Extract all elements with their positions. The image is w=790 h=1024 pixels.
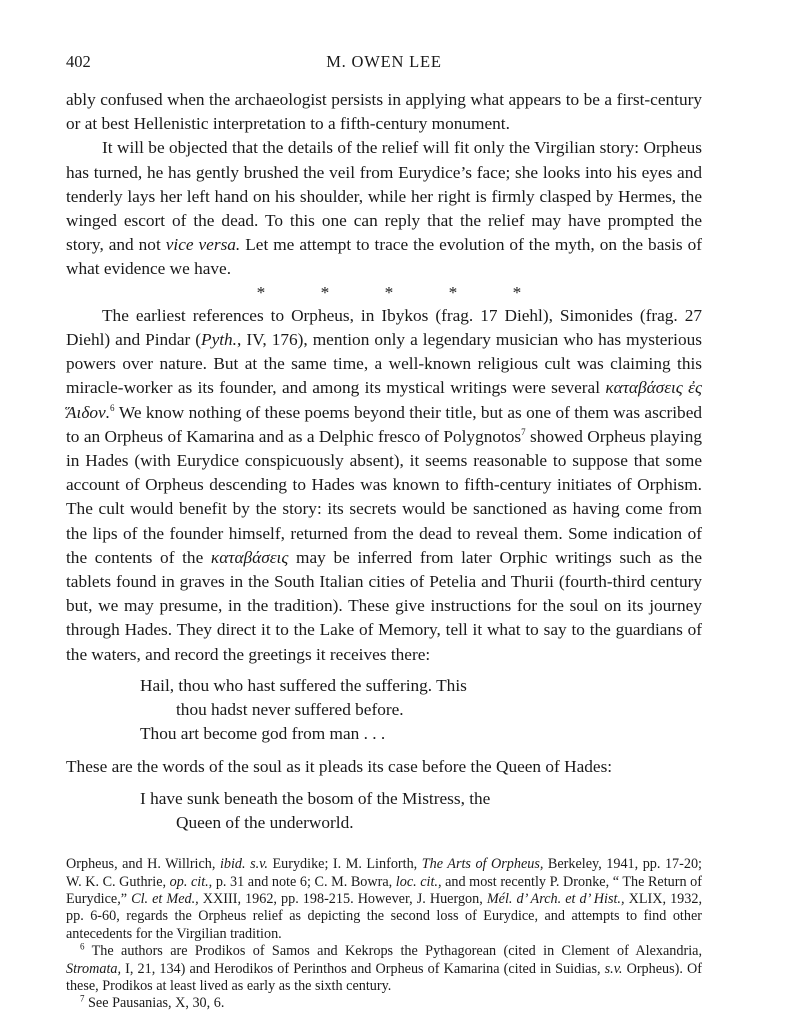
paragraph-2: [66, 136, 702, 281]
asterisk: *: [512, 282, 522, 302]
fn0-italic: loc. cit.,: [395, 873, 442, 890]
page: [66, 52, 702, 1013]
paragraph-2-text-a: It will be objected that the details of the relief will fit only the Virgilian story: Orpheus has turned, he has gently brushed the veil from Eurydice’s face; she looks into his eyes and tenderly lays her left hand on his shoulder, while her right is firmly clasped by Hermes, the winged escort of the dead. To this one can reply that the relief may have prompted the story, and not: [66, 138, 702, 255]
italic-pyth: Pyth.: [201, 330, 238, 350]
greek-katabaseis: καταβάσεις: [210, 547, 289, 567]
section-break-asterisks: [66, 281, 702, 305]
fn0-text: XXIII, 1962, pp. 198-215. However, J. Huergon,: [198, 890, 487, 907]
verse-quote-1: [140, 674, 702, 747]
verse-line: Queen of the underworld.: [176, 812, 354, 832]
paragraph-1-text: ably confused when the archaeologist persists in applying what appears to be a first-century or at best Hellenistic interpretation to a fifth-century monument.: [66, 90, 702, 134]
fn0-text: XLIX, 1932, pp. 6-60, regards the Orpheus relief as depicting the second loss of Eurydice, and attempts to find other antecedents for the Virgilian tradition.: [66, 890, 702, 942]
fn6-text: Orpheus). Of these, Prodikos at least lived as early as the sixth century.: [66, 960, 703, 994]
fn0-italic: op. cit.,: [169, 873, 213, 890]
footnotes: [66, 856, 702, 1013]
fn0-text: and most recently P. Dronke, “ The Return of Eurydice,”: [66, 873, 702, 907]
p3-text-3: We know nothing of these poems beyond their title, but as one of them was ascribed to an Orpheus of Kamarina and as a Delphic fresco of Polygnotos: [66, 402, 702, 446]
fn0-italic: The Arts of Orpheus,: [421, 856, 544, 873]
verse-line: thou hadst never suffered before.: [176, 700, 404, 720]
verse-line: I have sunk beneath the bosom of the Mistress, the: [140, 788, 491, 808]
page-number: 402: [66, 52, 91, 71]
fn0-text: Berkeley, 1941, pp. 17-20; W. K. C. Guthrie,: [66, 856, 702, 890]
fn6-italic: Stromata,: [66, 960, 122, 977]
paragraph-1: [66, 88, 702, 136]
footnote-6: [66, 943, 702, 995]
paragraph-2-text-b: Let me attempt to trace the evolution of the myth, on the basis of what evidence we have.: [66, 235, 702, 279]
p3-text-4: showed Orpheus playing in Hades (with Eurydice conspicuously absent), it seems reasonable to suppose that some account of Orpheus descending to Hades was known to fifth-century initiates of Orphism. The cult would benefit by the story: its secrets would be sanctioned as having come from the lips of the founder himself, returned from the dead to reveal them. Some indication of the contents of the: [66, 426, 702, 567]
fn0-text: Orpheus, and H. Willrich,: [66, 856, 220, 873]
fn6-text: The authors are Prodikos of Samos and Kekrops the Pythagorean (cited in Clement of Alexandria,: [84, 943, 702, 960]
p3-text-1: The earliest references to Orpheus, in Ibykos (frag. 17 Diehl), Simonides (frag. 27 Diehl) and Pindar (: [66, 305, 702, 350]
p3-text-2: , IV, 176), mention only a legendary musician who has mysterious powers over nature. But at the same time, a well-known religious cult was claiming this miracle-worker as its founder, and among its mystical writings were several: [66, 330, 702, 398]
footnote-mark-7: 7: [80, 993, 85, 1004]
fn6-italic: s.v.: [604, 960, 623, 977]
greek-katabaseis-es-aidou: καταβάσεις ἐς Ἅιδον.: [66, 378, 702, 422]
asterisk: *: [320, 282, 330, 302]
footnote-7: [66, 995, 702, 1012]
fn7-text: See Pausanias, X, 30, 6.: [84, 995, 225, 1012]
fn6-text: I, 21, 134) and Herodikos of Perinthos and Orpheus of Kamarina (cited in Suidias,: [121, 960, 605, 977]
fn0-italic: Cl. et Med.,: [131, 890, 199, 907]
main-text: [66, 88, 702, 835]
asterisk: *: [256, 282, 266, 302]
fn0-text: p. 31 and note 6; C. M. Bowra,: [212, 873, 396, 890]
footnote-mark-6: 6: [80, 941, 85, 952]
fn0-italic: Mél. d’ Arch. et d’ Hist.,: [486, 890, 625, 907]
verse-quote-2: [140, 787, 702, 835]
footnote-ref-6[interactable]: 6: [110, 402, 115, 413]
italic-vice-versa: vice versa.: [165, 235, 241, 255]
paragraph-3: [66, 304, 702, 667]
fn0-italic: ibid. s.v.: [219, 856, 268, 873]
paragraph-4: These are the words of the soul as it pleads its case before the Queen of Hades:: [66, 757, 613, 777]
footnote-continued: [66, 856, 702, 943]
asterisk: *: [448, 282, 458, 302]
fn0-text: Eurydike; I. M. Linforth,: [267, 856, 422, 873]
footnote-ref-7[interactable]: 7: [521, 427, 526, 438]
running-header: [66, 52, 702, 78]
verse-line: Thou art become god from man . . .: [140, 724, 386, 744]
running-title: M. OWEN LEE: [326, 52, 442, 71]
asterisk: *: [384, 282, 394, 302]
p3-text-5: may be inferred from later Orphic writings such as the tablets found in graves in the South Italian cities of Petelia and Thurii (fourth-third century but, we may presume, in the tradition). These give instructions for the soul on its journey through Hades. They direct it to the Lake of Memory, tell it what to say to the guardians of the waters, and record the greetings it receives there:: [66, 547, 702, 664]
verse-line: Hail, thou who hast suffered the suffering. This: [140, 675, 467, 695]
